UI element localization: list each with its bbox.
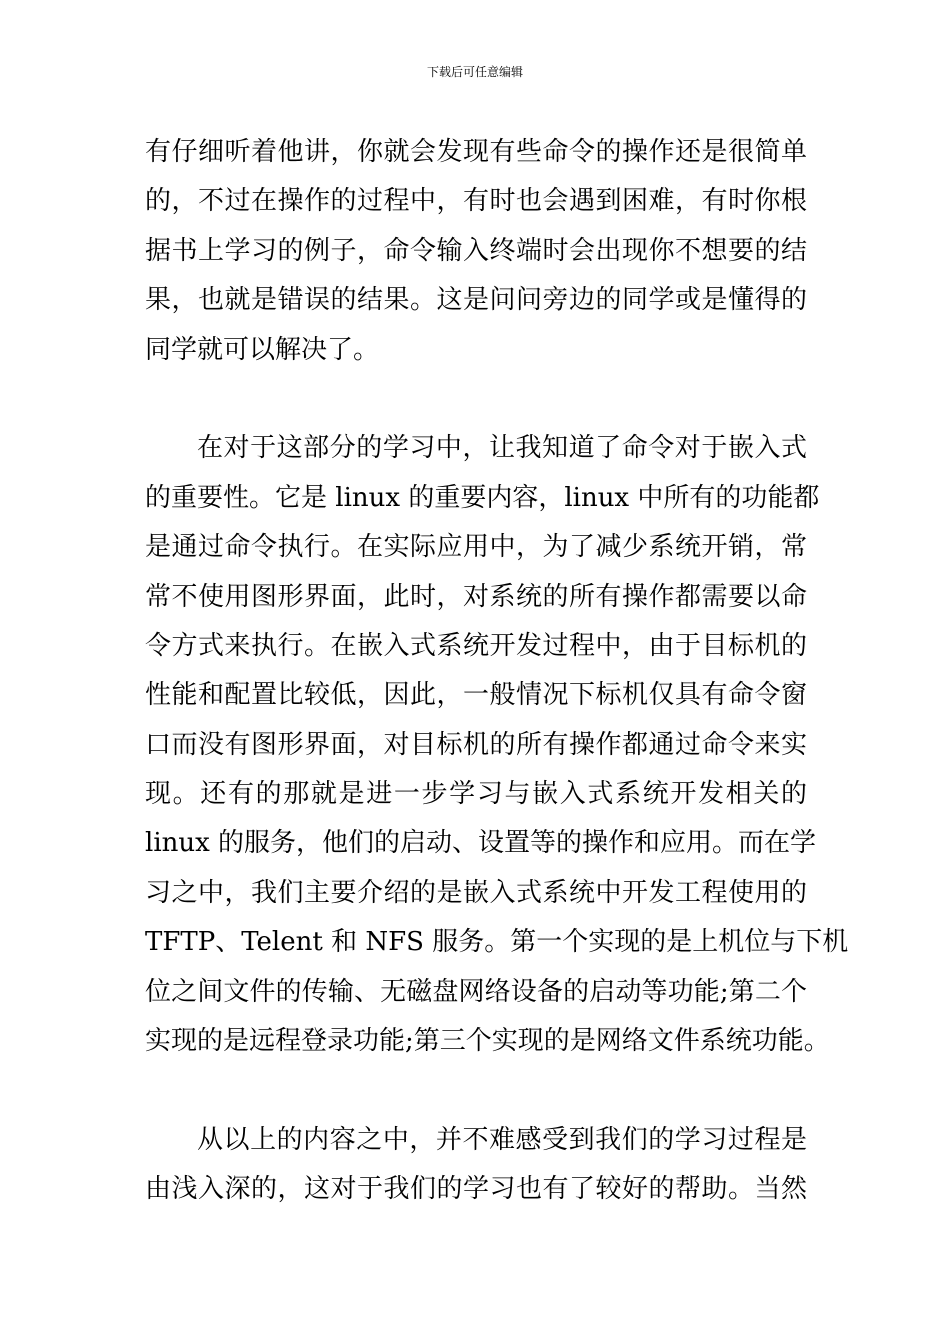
text-line: 同学就可以解决了。 <box>145 334 380 365</box>
text-line: linux 的服务，他们的启动、设置等的操作和应用。而在学 <box>145 828 817 859</box>
text-line: 常不使用图形界面，此时，对系统的所有操作都需要以命 <box>145 581 807 612</box>
paragraph-2 <box>145 424 849 1066</box>
text-line: 的，不过在操作的过程中，有时也会遇到困难，有时你根 <box>145 186 807 217</box>
paragraph-spacer <box>145 375 807 424</box>
paragraph-spacer <box>145 1066 807 1115</box>
text-line: TFTP、Telent 和 NFS 服务。第一个实现的是上机位与下机 <box>145 927 849 958</box>
text-line: 令方式来执行。在嵌入式系统开发过程中，由于目标机的 <box>145 630 807 661</box>
text-line: 口而没有图形界面，对目标机的所有操作都通过命令来实 <box>145 729 807 760</box>
text-line: 在对于这部分的学习中，让我知道了命令对于嵌入式 <box>197 433 807 464</box>
text-line: 据书上学习的例子，命令输入终端时会出现你不想要的结 <box>145 235 807 266</box>
text-line: 习之中，我们主要介绍的是嵌入式系统中开发工程使用的 <box>145 877 807 908</box>
text-line: 由浅入深的，这对于我们的学习也有了较好的帮助。当然 <box>145 1174 807 1205</box>
text-line: 性能和配置比较低，因此，一般情况下标机仅具有命令窗 <box>145 680 807 711</box>
text-line: 实现的是远程登录功能;第三个实现的是网络文件系统功能。 <box>145 1026 830 1057</box>
text-line: 有仔细听着他讲，你就会发现有些命令的操作还是很简单 <box>145 137 807 167</box>
text-line: 位之间文件的传输、无磁盘网络设备的启动等功能;第二个 <box>145 976 807 1007</box>
paragraph-3 <box>145 1116 807 1215</box>
page-header: 下载后可任意编辑 <box>426 65 523 79</box>
document-body <box>145 128 849 1215</box>
text-line: 现。还有的那就是进一步学习与嵌入式系统开发相关的 <box>145 779 807 810</box>
paragraph-1 <box>145 128 807 375</box>
text-line: 从以上的内容之中，并不难感受到我们的学习过程是 <box>197 1124 807 1155</box>
text-line: 是通过命令执行。在实际应用中，为了减少系统开销，常 <box>145 532 807 563</box>
text-line: 果，也就是错误的结果。这是问问旁边的同学或是懂得的 <box>145 285 807 316</box>
text-line: 的重要性。它是 linux 的重要内容，linux 中所有的功能都 <box>145 482 820 513</box>
